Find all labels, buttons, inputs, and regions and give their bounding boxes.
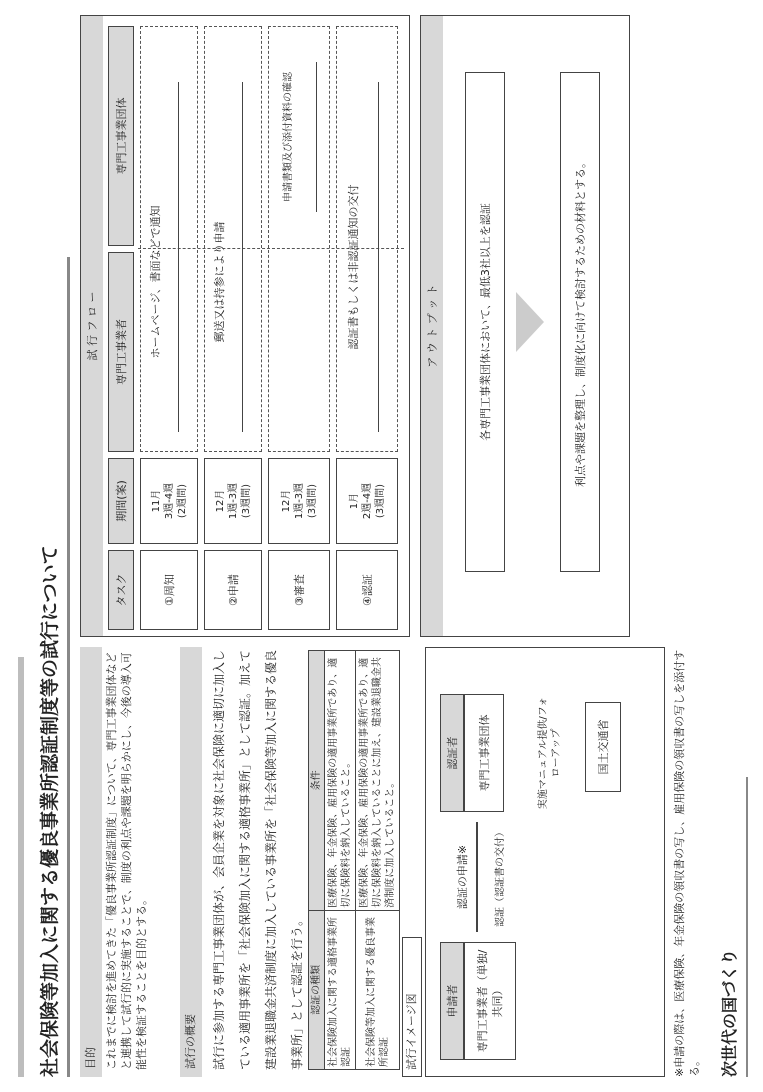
flow-task-1: ①周知: [140, 550, 198, 630]
table-cell: 医療保険、年金保険、雇用保険の適用事業所であり、適切に保険料を納入していることに加え、建設業退職金共済制度に加入していること。: [356, 651, 400, 911]
left-arrow-icon: [378, 82, 379, 432]
left-arrow-icon: [178, 82, 179, 432]
applicant-body: 専門工事業者（単独/共同）: [464, 942, 516, 1060]
flow-action-1: ホームページ、書面などで通知: [148, 205, 162, 359]
note-text: ※申請の際は、医療保険、年金保険の領収書の写し、雇用保険の領収書の写しを添付する。: [673, 649, 701, 1077]
flow-heading: 試 行 フ ロ ー: [81, 16, 103, 636]
table-cell: 医療保険、年金保険、雇用保険の適用事業所であり、適切に保険料を納入していること。: [325, 651, 356, 911]
flow-task-4: ④認証: [336, 550, 398, 630]
flow-action-4: 認証書もしくは非認証通知の交付: [346, 184, 360, 350]
certifier-body: 専門工事業団体: [464, 694, 504, 812]
table-header-type: 認証の種類: [309, 910, 325, 1069]
applicant-title: 申請者: [440, 942, 464, 1060]
right-arrow-icon: [242, 82, 243, 432]
footer-title: 次世代の国づくり: [712, 777, 748, 1077]
flow-col-org: 専門工事業団体: [108, 26, 134, 246]
flow-period-4: 1月 2週-4週 (3週間): [336, 458, 398, 544]
table-cell: 社会保険等加入に関する優良事業所認証: [356, 910, 400, 1069]
certify-label: 認証（認証書の交付）: [494, 827, 506, 927]
flow-period-3: 12月 1週-3週 (3週間): [268, 458, 330, 544]
down-triangle-icon: [516, 292, 544, 352]
certification-table: [308, 650, 396, 1070]
image-diagram-heading: 試行イメージ図: [402, 937, 422, 1077]
support-label: 実施マニュアル提供/フォローアップ: [538, 696, 562, 810]
purpose-text: これまでに検討を進めてきた「優良事業所認証制度」について、専門工事業団体などと連携して試行的に実施することで、制度の利点や課題を明らかにし、今後の導入可能性を検証することを目的とする。: [105, 652, 148, 1070]
flow-task-3: ③審査: [268, 550, 330, 630]
flow-period-1: 11月 3週-4週 (2週間): [140, 458, 198, 544]
flow-col-contractor: 専門工事業者: [108, 252, 134, 452]
apply-label: 認証の申請※: [455, 844, 469, 910]
flow-col-task: タスク: [108, 550, 134, 630]
flow-action-3: 申請書類及び添付資料の確認: [282, 72, 294, 202]
down-arrow-icon: [316, 62, 317, 212]
flow-action-2: 郵送又は持参により申請: [212, 221, 226, 343]
flow-period-2: 12月 1週-3週 (3週間): [204, 458, 262, 544]
overview-heading: 試行の概要: [180, 647, 202, 1077]
table-header-condition: 条件: [309, 651, 325, 911]
overview-text: 試行に参加する専門工事業団体が、会員企業を対象に社会保険に適切に加入している適用事業所を「社会保険加入に関する適格事業所」として認証。加えて建設業退職金共済制度に加入している事業所を「社会保険等加入に関する優良事業所」として認証を行う。: [212, 649, 304, 1070]
table-cell: 社会保険加入に関する適格事業所認証: [325, 910, 356, 1069]
flow-task-2: ②申請: [204, 550, 262, 630]
title-accent-bar: [18, 657, 24, 1077]
flow-col-period: 期間(案): [108, 458, 134, 544]
purpose-heading: 目的: [80, 647, 102, 1077]
ministry-box: 国土交通省: [585, 702, 621, 792]
output-heading: ア ウ ト プ ッ ト: [421, 16, 443, 636]
page-title: 社会保険等加入に関する優良事業所認証制度等の試行について: [30, 257, 70, 1077]
apply-arrow-icon: [476, 822, 478, 932]
output-text-2: 利点や課題を整理し、制度化に向けて検討するための材料とする。: [560, 72, 600, 572]
certifier-title: 認証者: [440, 694, 464, 812]
output-text-1: 各専門工事業団体において、最低3社以上を認証: [465, 72, 505, 572]
